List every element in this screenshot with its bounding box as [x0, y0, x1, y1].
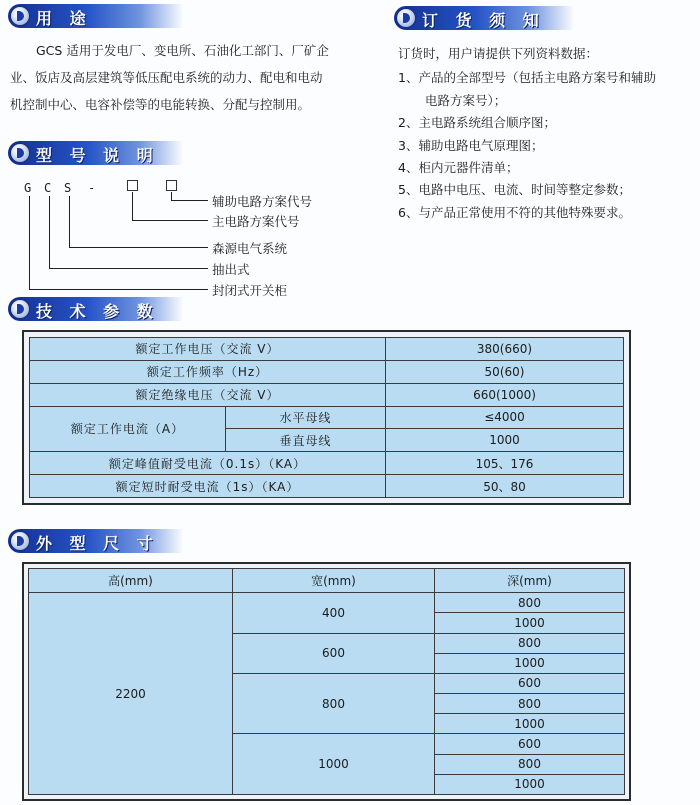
ordering-section-header: [394, 6, 574, 30]
depth-value: 800: [435, 694, 625, 714]
spec-sublabel: 水平母线: [226, 406, 386, 429]
system-connector: [69, 247, 208, 248]
model-char-s: S: [64, 181, 72, 195]
spec-value: 380(660): [386, 338, 624, 361]
ordering-title: 订 货 须 知: [422, 11, 545, 30]
aux-connector: [171, 200, 208, 201]
header-depth: 深(mm): [435, 569, 625, 593]
ordering-item-1-cont: 电路方案号）；: [425, 93, 507, 108]
model-section-header: [8, 141, 183, 165]
bullet-icon: [397, 9, 415, 27]
width-value: 800: [233, 673, 435, 734]
table-row: [30, 452, 624, 475]
aux-connector: [171, 192, 172, 200]
main-connector: [132, 192, 133, 220]
ordering-item-3: 3、辅助电路电气原理图；: [398, 138, 544, 153]
depth-value: 800: [435, 593, 625, 613]
spec-value: 660(1000): [386, 383, 624, 406]
table-row: [30, 338, 624, 361]
usage-line-1: GCS 适用于发电厂、变电所、石油化工部门、厂矿企: [36, 43, 329, 58]
usage-section-header: [8, 4, 183, 28]
ordering-item-4: 4、柜内元器件清单；: [398, 160, 519, 175]
ordering-item-1: 1、产品的全部型号（包括主电路方案号和辅助: [398, 70, 656, 85]
table-header-row: [29, 569, 625, 593]
dimensions-table-frame: [22, 562, 631, 801]
width-value: 400: [233, 593, 435, 633]
spec-value: ≤4000: [386, 406, 624, 429]
dimensions-title: 外 型 尺 寸: [36, 534, 159, 553]
drawout-label: 抽出式: [212, 262, 250, 277]
table-row: [29, 593, 625, 613]
model-title: 型 号 说 明: [36, 146, 159, 165]
spec-value: 105、176: [386, 452, 624, 475]
bullet-icon: [11, 532, 29, 550]
spec-label: 额定工作电压（交流 V）: [30, 338, 386, 361]
depth-value: 600: [435, 673, 625, 693]
spec-value: 50(60): [386, 360, 624, 383]
height-value: 2200: [29, 593, 233, 795]
system-label: 森源电气系统: [212, 241, 288, 256]
depth-value: 1000: [435, 774, 625, 794]
depth-value: 800: [435, 754, 625, 774]
ordering-item-2: 2、主电路系统组合顺序图；: [398, 115, 556, 130]
width-value: 1000: [233, 734, 435, 795]
usage-title: 用 途: [36, 9, 92, 28]
main-circuit-box: [127, 180, 138, 191]
bullet-icon: [11, 7, 29, 25]
table-row: [30, 406, 624, 429]
depth-value: 1000: [435, 653, 625, 673]
width-value: 600: [233, 633, 435, 673]
usage-line-3: 机控制中心、电容补偿等的电能转换、分配与控制用。: [10, 97, 311, 112]
spec-label: 额定峰值耐受电流（0.1s）（KA）: [30, 452, 386, 475]
dimensions-table: [28, 568, 625, 795]
spec-value: 50、80: [386, 475, 624, 498]
enclosed-connector: [29, 289, 208, 290]
dimensions-section-header: [8, 529, 183, 553]
usage-line-2: 业、饭店及高层建筑等低压配电系统的动力、配电和电动: [10, 70, 323, 85]
table-row: [30, 475, 624, 498]
drawout-connector: [49, 196, 50, 268]
specs-table-frame: [22, 330, 631, 505]
ordering-item-5: 5、电路中电压、电流、时间等整定参数；: [398, 182, 631, 197]
model-char-c: C: [44, 181, 52, 195]
bullet-icon: [11, 144, 29, 162]
table-row: [30, 360, 624, 383]
enclosed-connector: [29, 196, 30, 289]
aux-circuit-label: 辅助电路方案代号: [212, 194, 313, 209]
header-width: 宽(mm): [233, 569, 435, 593]
depth-value: 800: [435, 633, 625, 653]
model-char-dash: -: [88, 181, 96, 195]
ordering-item-6: 6、与产品正常使用不符的其他特殊要求。: [398, 205, 631, 220]
depth-value: 1000: [435, 714, 625, 734]
spec-label: 额定工作电流（A）: [30, 406, 226, 452]
main-connector: [132, 220, 208, 221]
table-row: [30, 383, 624, 406]
main-circuit-label: 主电路方案代号: [212, 214, 300, 229]
drawout-connector: [49, 268, 208, 269]
enclosed-label: 封闭式开关柜: [212, 283, 288, 298]
spec-label: 额定工作频率（Hz）: [30, 360, 386, 383]
model-char-g: G: [24, 181, 32, 195]
spec-value: 1000: [386, 429, 624, 452]
specs-table: [29, 337, 624, 498]
specs-title: 技 术 参 数: [36, 302, 159, 321]
aux-circuit-box: [166, 180, 177, 191]
spec-label: 额定短时耐受电流（1s）（KA）: [30, 475, 386, 498]
bullet-icon: [11, 300, 29, 318]
depth-value: 1000: [435, 613, 625, 633]
header-height: 高(mm): [29, 569, 233, 593]
specs-section-header: [8, 297, 183, 321]
spec-label: 额定绝缘电压（交流 V）: [30, 383, 386, 406]
system-connector: [69, 196, 70, 247]
spec-sublabel: 垂直母线: [226, 429, 386, 452]
depth-value: 600: [435, 734, 625, 754]
ordering-intro: 订货时，用户请提供下列资料数据：: [398, 46, 599, 61]
